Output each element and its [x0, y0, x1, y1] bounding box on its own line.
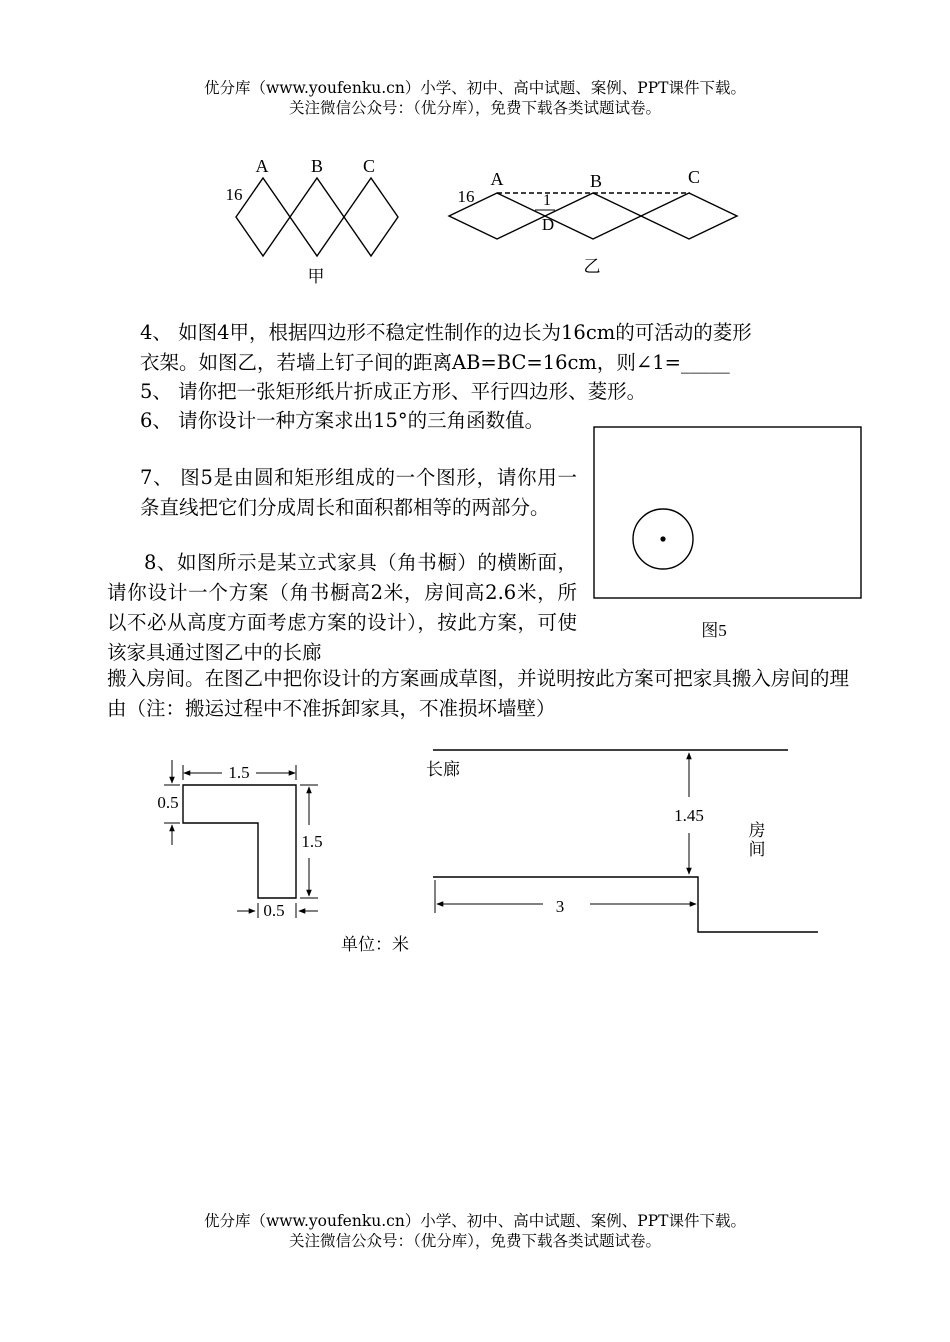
yi-label-a: A	[490, 169, 504, 189]
question-4-line-1: 4、 如图4甲，根据四边形不稳定性制作的边长为16cm的可活动的菱形	[140, 321, 752, 344]
corridor-width: 1.45	[674, 806, 704, 825]
question-8-part-1: 8、如图所示是某立式家具（角书橱）的横断面，请你设计一个方案（角书橱高2米，房间高2.6米，所以不必从高度方面考虑方案的设计），按此方案，可使该家具通过图乙中的长廊	[107, 551, 577, 664]
jia-label-b: B	[310, 156, 324, 176]
corridor-dimensions	[435, 753, 696, 913]
furniture-dimensions	[164, 760, 318, 918]
furniture-l-shape	[183, 785, 296, 898]
furniture-top-thickness: 0.5	[157, 793, 179, 812]
corridor-label: 长廊	[426, 760, 460, 779]
jia-label-a: A	[255, 156, 269, 176]
jia-caption: 甲	[307, 267, 325, 286]
yi-label-c: C	[687, 167, 701, 187]
yi-label-b: B	[589, 171, 603, 191]
footer-line-1: 优分库（www.youfenku.cn）小学、初中、高中试题、案例、PPT课件下载。	[203, 1212, 747, 1230]
furniture-outline	[183, 785, 296, 898]
room-label-line-1: 房	[748, 821, 766, 840]
page-footer	[0, 1211, 950, 1251]
header-line-1: 优分库（www.youfenku.cn）小学、初中、高中试题、案例、PPT课件下载。	[203, 79, 747, 97]
yi-side-length: 16	[457, 187, 475, 206]
question-6: 6、 请你设计一种方案求出15°的三角函数值。	[140, 409, 545, 432]
question-4-line-2: 衣架。如图乙，若墙上钉子间的距离AB=BC=16cm，则∠1=_____	[140, 351, 730, 374]
footer-line-2: 关注微信公众号：（优分库），免费下载各类试题试卷。	[288, 1232, 661, 1250]
header-line-2: 关注微信公众号：（优分库），免费下载各类试题试卷。	[288, 99, 661, 117]
question-5: 5、 请你把一张矩形纸片折成正方形、平行四边形、菱形。	[140, 380, 647, 403]
yi-angle-1: 1	[543, 192, 551, 209]
furniture-bottom-width: 0.5	[263, 901, 285, 920]
furniture-side-height: 1.5	[301, 832, 323, 851]
yi-caption: 乙	[583, 257, 601, 276]
unit-label: 单位：米	[341, 935, 409, 954]
jia-label-c: C	[362, 156, 376, 176]
jia-side-length: 16	[225, 185, 243, 204]
corridor-length: 3	[555, 897, 565, 916]
figure-5-caption: 图5	[701, 621, 727, 640]
room-label-line-2: 间	[748, 840, 766, 859]
question-8-part-2: 搬入房间。在图乙中把你设计的方案画成草图，并说明按此方案可把家具搬入房间的理由（注：搬运过程中不准拆卸家具，不准损坏墙壁）	[107, 667, 849, 720]
question-7: 7、 图5是由圆和矩形组成的一个图形，请你用一条直线把它们分成周长和面积都相等的两部分。	[140, 466, 577, 519]
furniture-top-width: 1.5	[228, 763, 250, 782]
yi-label-d: D	[541, 215, 555, 234]
